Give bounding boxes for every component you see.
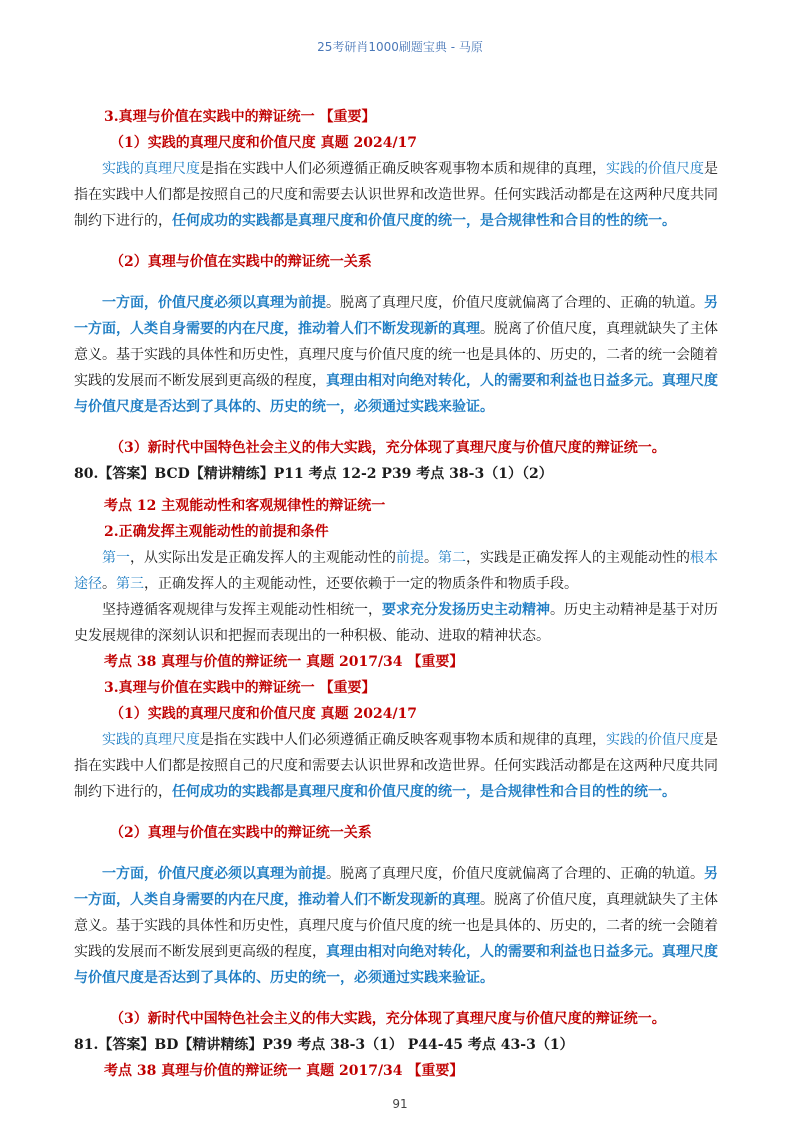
paragraph-line: 一方面，价值尺度必须以真理为前提。脱离了真理尺度，价值尺度就偏离了合理的、正确的轨道。另 bbox=[102, 295, 718, 311]
sub-heading: （1）实践的真理尺度和价值尺度 真题 2024/17 bbox=[110, 706, 418, 722]
answer-line: 81.【答案】BD【精讲精练】P39 考点 38-3（1） P44-45 考点 43-3（1） bbox=[74, 1037, 574, 1053]
answer-line: 80.【答案】BCD【精讲精练】P11 考点 12-2 P39 考点 38-3（1）（2） bbox=[74, 466, 553, 482]
paragraph-line: 指在实践中人们都是按照自己的尺度和需要去认识世界和改造世界。任何实践活动都是在这两种尺度共同 bbox=[74, 187, 718, 203]
knowledge-point-title: 考点 12 主观能动性和客观规律性的辩证统一 bbox=[104, 498, 386, 514]
paragraph-line: 与价值尺度是否达到了具体的、历史的统一，必须通过实践来验证。 bbox=[74, 970, 494, 986]
paragraph-line: 途径。第三，正确发挥人的主观能动性，还要依赖于一定的物质条件和物质手段。 bbox=[74, 576, 578, 592]
sub-heading: （2）真理与价值在实践中的辩证统一关系 bbox=[110, 254, 372, 270]
paragraph-line: 与价值尺度是否达到了具体的、历史的统一，必须通过实践来验证。 bbox=[74, 399, 494, 415]
page-content bbox=[74, 104, 730, 1084]
sub-heading: （3）新时代中国特色社会主义的伟大实践，充分体现了真理尺度与价值尺度的辩证统一。 bbox=[110, 440, 666, 456]
sub-heading: （1）实践的真理尺度和价值尺度 真题 2024/17 bbox=[110, 135, 418, 151]
paragraph-line: 制约下进行的，任何成功的实践都是真理尺度和价值尺度的统一，是合规律性和合目的性的统一。 bbox=[74, 213, 676, 229]
paragraph-line: 指在实践中人们都是按照自己的尺度和需要去认识世界和改造世界。任何实践活动都是在这两种尺度共同 bbox=[74, 758, 718, 774]
knowledge-point-title: 考点 38 真理与价值的辩证统一 真题 2017/34 【重要】 bbox=[104, 1063, 464, 1079]
paragraph-line: 史发展规律的深刻认识和把握而表现出的一种积极、能动、进取的精神状态。 bbox=[74, 628, 550, 644]
paragraph-line: 一方面，人类自身需要的内在尺度，推动着人们不断发现新的真理。脱离了价值尺度，真理就缺失了主体 bbox=[74, 321, 718, 337]
knowledge-point-title: 考点 38 真理与价值的辩证统一 真题 2017/34 【重要】 bbox=[104, 654, 464, 670]
paragraph-line: 实践的发展而不断发展到更高级的程度，真理由相对向绝对转化，人的需要和利益也日益多元。真理尺度 bbox=[74, 373, 718, 389]
running-header: 25考研肖1000刷题宝典 - 马原 bbox=[317, 40, 483, 54]
paragraph-line: 实践的真理尺度是指在实践中人们必须遵循正确反映客观事物本质和规律的真理，实践的价值尺度是 bbox=[102, 732, 718, 748]
paragraph-line: 意义。基于实践的具体性和历史性，真理尺度与价值尺度的统一也是具体的、历史的，二者的统一会随着 bbox=[74, 918, 718, 934]
sub-heading: （3）新时代中国特色社会主义的伟大实践，充分体现了真理尺度与价值尺度的辩证统一。 bbox=[110, 1011, 666, 1027]
sub-heading: （2）真理与价值在实践中的辩证统一关系 bbox=[110, 825, 372, 841]
paragraph-line: 制约下进行的，任何成功的实践都是真理尺度和价值尺度的统一，是合规律性和合目的性的统一。 bbox=[74, 784, 676, 800]
paragraph-line: 一方面，价值尺度必须以真理为前提。脱离了真理尺度，价值尺度就偏离了合理的、正确的轨道。另 bbox=[102, 866, 718, 882]
paragraph-line: 第一，从实际出发是正确发挥人的主观能动性的前提。第二，实践是正确发挥人的主观能动性的根本 bbox=[102, 550, 718, 566]
section-heading: 3.真理与价值在实践中的辩证统一 【重要】 bbox=[104, 109, 376, 125]
paragraph-line: 实践的真理尺度是指在实践中人们必须遵循正确反映客观事物本质和规律的真理，实践的价值尺度是 bbox=[102, 161, 718, 177]
paragraph-line: 一方面，人类自身需要的内在尺度，推动着人们不断发现新的真理。脱离了价值尺度，真理就缺失了主体 bbox=[74, 892, 718, 908]
paragraph-line: 意义。基于实践的具体性和历史性，真理尺度与价值尺度的统一也是具体的、历史的，二者的统一会随着 bbox=[74, 347, 718, 363]
paragraph-line: 实践的发展而不断发展到更高级的程度，真理由相对向绝对转化，人的需要和利益也日益多元。真理尺度 bbox=[74, 944, 718, 960]
section-heading: 3.真理与价值在实践中的辩证统一 【重要】 bbox=[104, 680, 376, 696]
page-number: 91 bbox=[392, 1097, 408, 1111]
section-heading: 2.正确发挥主观能动性的前提和条件 bbox=[104, 524, 329, 540]
paragraph-line: 坚持遵循客观规律与发挥主观能动性相统一，要求充分发扬历史主动精神。历史主动精神是基于对历 bbox=[102, 602, 718, 618]
